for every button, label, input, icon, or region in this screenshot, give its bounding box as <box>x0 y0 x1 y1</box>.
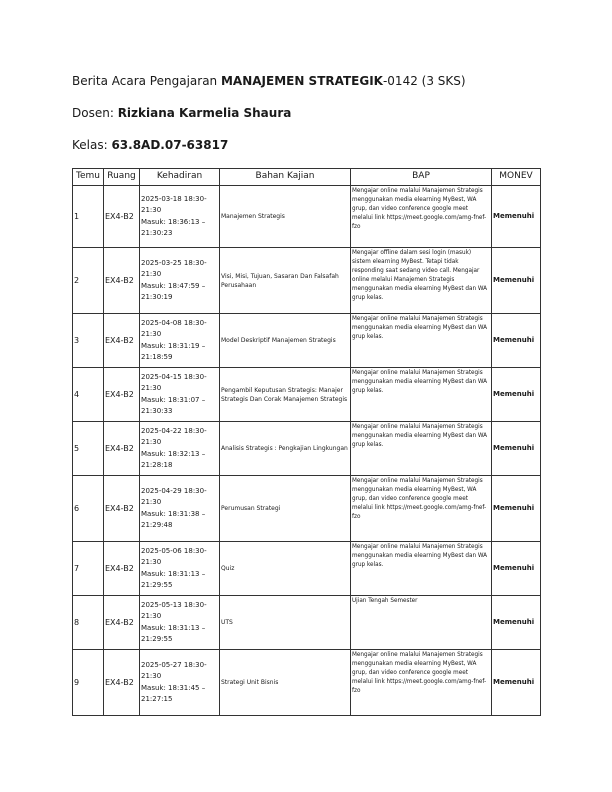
check-in-time: Masuk: 18:31:19 – 21:18:59 <box>141 341 206 361</box>
room: EX4-B2 <box>104 542 140 596</box>
course-code: -0142 (3 SKS) <box>382 74 466 88</box>
attendance <box>140 422 220 476</box>
schedule-time: 2025-04-15 18:30-21:30 <box>141 372 207 392</box>
teaching-report: Mengajar online malalui Manajemen Strategis menggunakan media elearning MyBest, WA grup, dan video conference google meet melalui link https://meet.google.com/amg-fnef-fzo <box>351 650 492 716</box>
table-row <box>73 596 541 650</box>
schedule-time: 2025-04-22 18:30-21:30 <box>141 426 207 446</box>
room: EX4-B2 <box>104 248 140 314</box>
lecturer-name: Rizkiana Karmelia Shaura <box>117 106 292 120</box>
attendance <box>140 596 220 650</box>
col-header-ruang: Ruang <box>104 169 140 186</box>
col-header-bahan-kajian: Bahan Kajian <box>220 169 351 186</box>
attendance <box>140 650 220 716</box>
check-in-time: Masuk: 18:32:13 – 21:28:18 <box>141 449 206 469</box>
lecturer-label: Dosen: <box>72 106 118 120</box>
schedule-time: 2025-04-29 18:30-21:30 <box>141 486 207 506</box>
study-material: Pengambil Keputusan Strategis: Manajer Strategis Dan Corak Manajemen Strategis <box>220 368 351 422</box>
meeting-number: 7 <box>73 542 104 596</box>
room: EX4-B2 <box>104 476 140 542</box>
monev-status: Memenuhi <box>492 186 541 248</box>
teaching-report: Ujian Tengah Semester <box>351 596 492 650</box>
study-material: Manajemen Strategis <box>220 186 351 248</box>
room: EX4-B2 <box>104 596 140 650</box>
schedule-time: 2025-05-13 18:30-21:30 <box>141 600 207 620</box>
schedule-time: 2025-05-27 18:30-21:30 <box>141 660 207 680</box>
check-in-time: Masuk: 18:47:59 – 21:30:19 <box>141 281 206 301</box>
schedule-time: 2025-03-18 18:30-21:30 <box>141 194 207 214</box>
table-row <box>73 186 541 248</box>
col-header-monev: MONEV <box>492 169 541 186</box>
room: EX4-B2 <box>104 314 140 368</box>
attendance <box>140 368 220 422</box>
monev-status: Memenuhi <box>492 422 541 476</box>
check-in-time: Masuk: 18:31:45 – 21:27:15 <box>141 683 206 703</box>
study-material: Strategi Unit Bisnis <box>220 650 351 716</box>
study-material: Quiz <box>220 542 351 596</box>
table-row <box>73 542 541 596</box>
col-header-temu: Temu <box>73 169 104 186</box>
meeting-number: 8 <box>73 596 104 650</box>
monev-status: Memenuhi <box>492 368 541 422</box>
schedule-time: 2025-05-06 18:30-21:30 <box>141 546 207 566</box>
class-label: Kelas: <box>72 138 112 152</box>
study-material: Analisis Strategis : Pengkajian Lingkungan <box>220 422 351 476</box>
check-in-time: Masuk: 18:31:07 – 21:30:33 <box>141 395 206 415</box>
attendance <box>140 314 220 368</box>
teaching-report: Mengajar online malalui Manajemen Strategis menggunakan media elearning MyBest dan WA grup kelas. <box>351 368 492 422</box>
meeting-number: 4 <box>73 368 104 422</box>
course-name: MANAJEMEN STRATEGIK <box>220 74 383 88</box>
teaching-report: Mengajar offline dalam sesi login (masuk) sistem elearning MyBest. Tetapi tidak responding saat sedang video call. Mengajar online melalui Manajemen Strategis menggunakan media elearning MyBest dan WA grup kelas. <box>351 248 492 314</box>
meeting-number: 3 <box>73 314 104 368</box>
teaching-record-table <box>72 168 541 716</box>
room: EX4-B2 <box>104 422 140 476</box>
check-in-time: Masuk: 18:31:13 – 21:29:55 <box>141 569 206 589</box>
col-header-kehadiran: Kehadiran <box>140 169 220 186</box>
monev-status: Memenuhi <box>492 596 541 650</box>
meeting-number: 9 <box>73 650 104 716</box>
schedule-time: 2025-03-25 18:30-21:30 <box>141 258 207 278</box>
table-row <box>73 650 541 716</box>
monev-status: Memenuhi <box>492 248 541 314</box>
monev-status: Memenuhi <box>492 650 541 716</box>
lecturer-line <box>72 106 291 120</box>
report-title <box>72 74 466 88</box>
meeting-number: 2 <box>73 248 104 314</box>
monev-status: Memenuhi <box>492 314 541 368</box>
attendance <box>140 542 220 596</box>
attendance <box>140 186 220 248</box>
table-row <box>73 314 541 368</box>
study-material: UTS <box>220 596 351 650</box>
meeting-number: 1 <box>73 186 104 248</box>
teaching-report: Mengajar online malalui Manajemen Strategis menggunakan media elearning MyBest, WA grup, dan video conference google meet melalui link https://meet.google.com/amg-fnef-fzo <box>351 186 492 248</box>
monev-status: Memenuhi <box>492 476 541 542</box>
room: EX4-B2 <box>104 650 140 716</box>
check-in-time: Masuk: 18:31:13 – 21:29:55 <box>141 623 206 643</box>
class-code: 63.8AD.07-63817 <box>111 138 229 152</box>
teaching-report: Mengajar online malalui Manajemen Strategis menggunakan media elearning MyBest dan WA grup kelas. <box>351 422 492 476</box>
monev-status: Memenuhi <box>492 542 541 596</box>
meeting-number: 6 <box>73 476 104 542</box>
room: EX4-B2 <box>104 186 140 248</box>
table-row <box>73 248 541 314</box>
check-in-time: Masuk: 18:31:38 – 21:29:48 <box>141 509 206 529</box>
class-line <box>72 138 228 152</box>
table-row <box>73 368 541 422</box>
teaching-report: Mengajar online malalui Manajemen Strategis menggunakan media elearning MyBest, WA grup, dan video conference google meet melalui link https://meet.google.com/amg-fnef-fzo <box>351 476 492 542</box>
meeting-number: 5 <box>73 422 104 476</box>
attendance <box>140 248 220 314</box>
col-header-bap: BAP <box>351 169 492 186</box>
teaching-report: Mengajar online malalui Manajemen Strategis menggunakan media elearning MyBest dan WA grup kelas. <box>351 314 492 368</box>
title-prefix: Berita Acara Pengajaran <box>72 74 221 88</box>
room: EX4-B2 <box>104 368 140 422</box>
study-material: Model Deskriptif Manajemen Strategis <box>220 314 351 368</box>
table-header-row <box>73 169 541 186</box>
check-in-time: Masuk: 18:36:13 – 21:30:23 <box>141 217 206 237</box>
table-row <box>73 422 541 476</box>
teaching-report: Mengajar online malalui Manajemen Strategis menggunakan media elearning MyBest dan WA grup kelas. <box>351 542 492 596</box>
study-material: Perumusan Strategi <box>220 476 351 542</box>
attendance <box>140 476 220 542</box>
table-row <box>73 476 541 542</box>
schedule-time: 2025-04-08 18:30-21:30 <box>141 318 207 338</box>
study-material: Visi, Misi, Tujuan, Sasaran Dan Falsafah Perusahaan <box>220 248 351 314</box>
